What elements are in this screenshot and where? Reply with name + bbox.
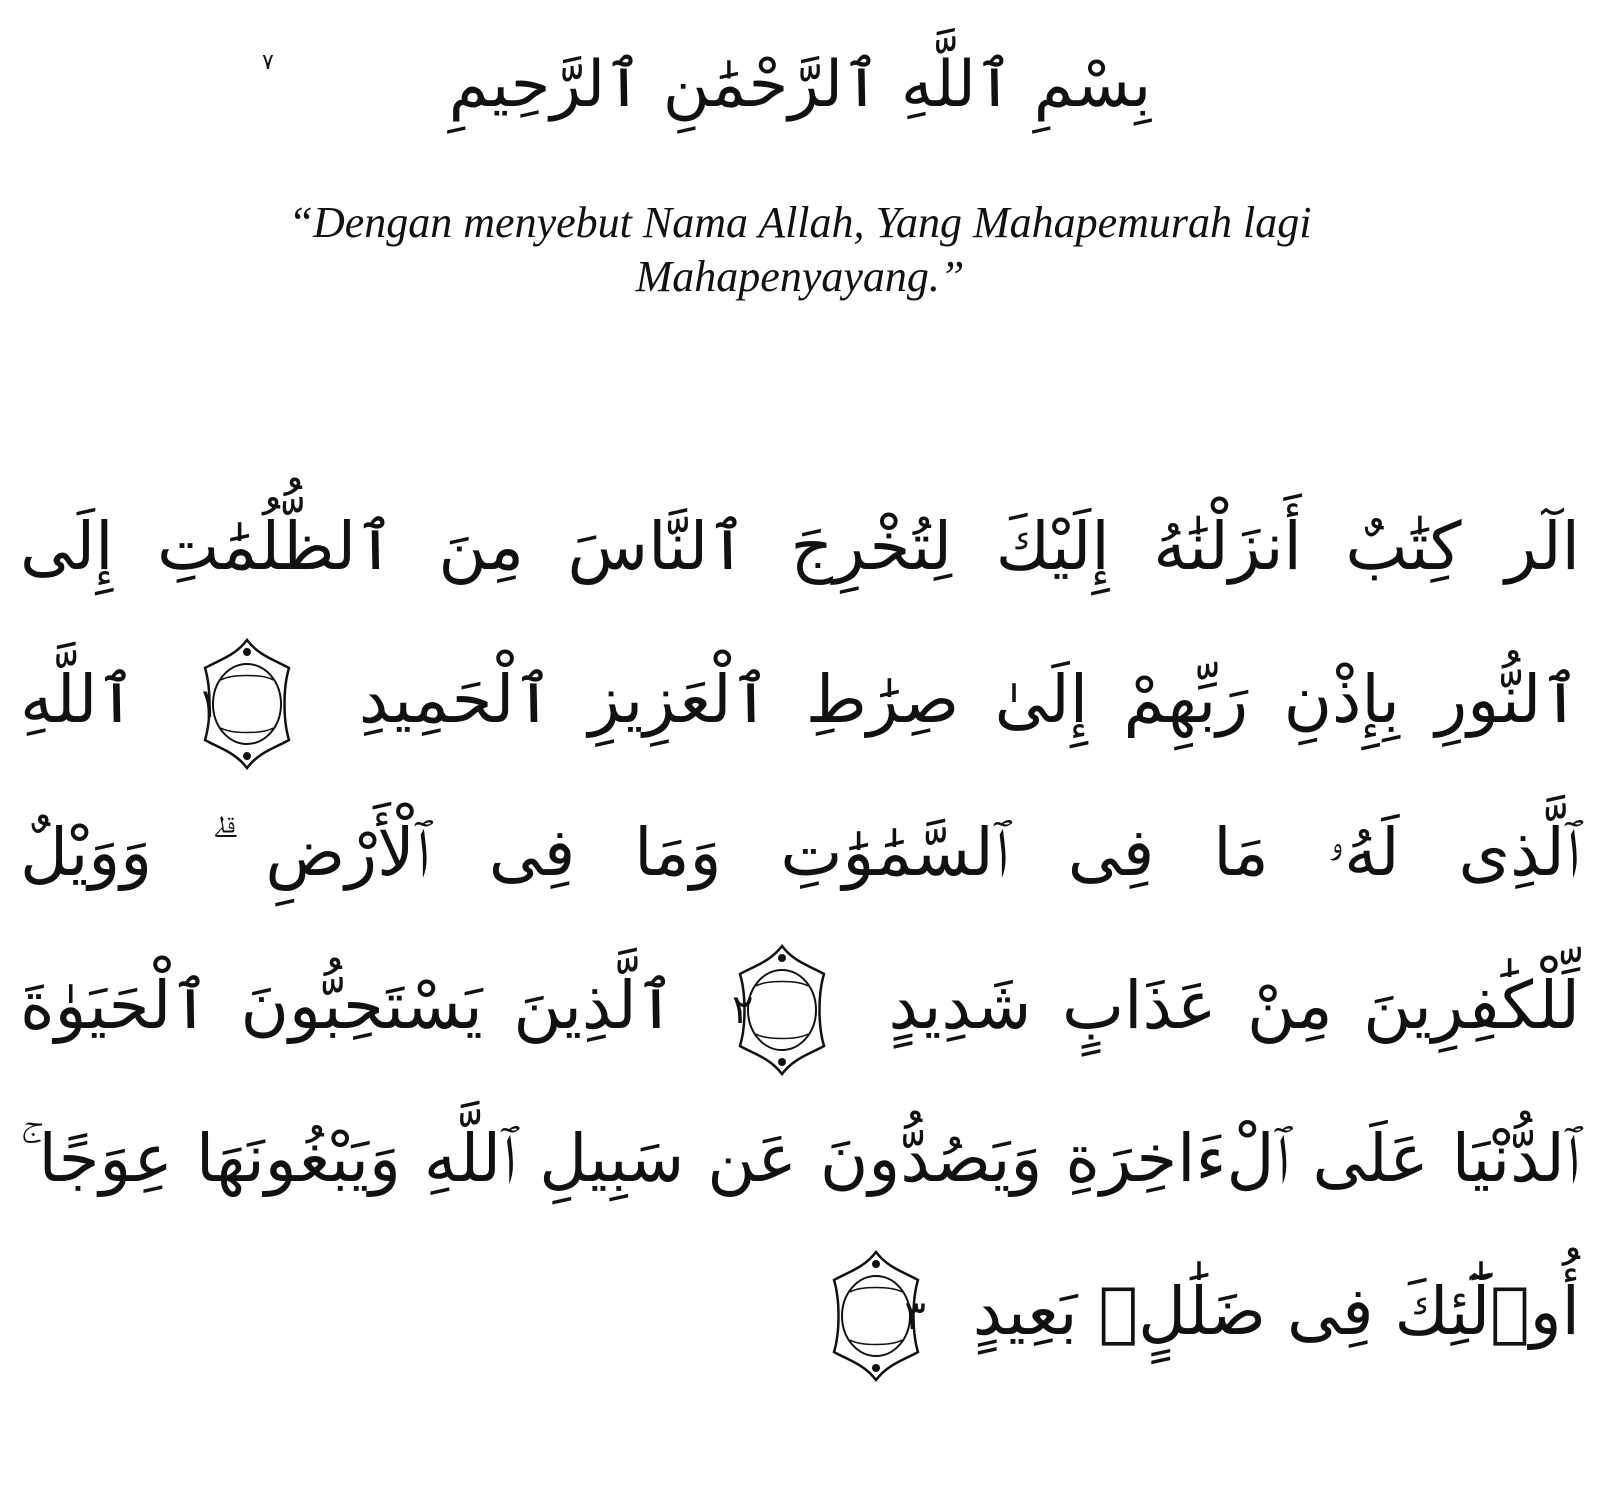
- ayah-marker-3: [826, 1246, 926, 1386]
- ayah-marker-1: [197, 634, 297, 774]
- verse-line-5: [20, 1082, 1580, 1235]
- verse-text: ٱلدُّنْيَا عَلَى ٱلْءَاخِرَةِ وَيَصُدُّونَ عَن سَبِيلِ ٱللَّهِ وَيَبْغُونَهَا عِوَجًا ۚ: [20, 1120, 1580, 1197]
- ayah-number: ٢: [731, 986, 754, 1033]
- verse-text: ٱلَّذِى لَهُۥ مَا فِى ٱلسَّمَٰوَٰتِ وَمَا فِى ٱلْأَرْضِ ۗ وَوَيْلٌ: [20, 814, 1580, 891]
- translation-line-1: “Dengan menyebut Nama Allah, Yang Mahapemurah lagi: [288, 198, 1312, 247]
- verse-text: الٓر كِتَٰبٌ أَنزَلْنَٰهُ إِلَيْكَ لِتُخْرِجَ ٱلنَّاسَ مِنَ ٱلظُّلُمَٰتِ إِلَى: [20, 508, 1580, 585]
- bismillah-mark: ٧: [262, 50, 274, 75]
- bismillah-translation: [100, 196, 1500, 304]
- ayah-number: ١: [197, 680, 219, 727]
- verse-text: أُو۟لَٰٓئِكَ فِى ضَلَٰلٍۭ بَعِيدٍ: [972, 1273, 1580, 1350]
- verse-text: ٱللَّهِ: [20, 661, 137, 738]
- bismillah-heading: بِسْمِ ٱللَّهِ ٱلرَّحْمَٰنِ ٱلرَّحِيمِ: [448, 48, 1152, 122]
- translation-line-2: Mahapenyayang.”: [635, 252, 965, 301]
- verse-text: ٱلَّذِينَ يَسْتَحِبُّونَ ٱلْحَيَوٰةَ: [20, 967, 676, 1044]
- verse-text: ٱلنُّورِ بِإِذْنِ رَبِّهِمْ إِلَىٰ صِرَٰطِ ٱلْعَزِيزِ ٱلْحَمِيدِ: [358, 661, 1581, 738]
- verse-line-6: [20, 1235, 1580, 1388]
- verse-line-4: [20, 929, 1580, 1082]
- ayah-number: ٣: [904, 1292, 926, 1339]
- verse-text: لِّلْكَٰفِرِينَ مِنْ عَذَابٍ شَدِيدٍ: [888, 967, 1581, 1044]
- ayah-marker-2: [732, 940, 832, 1080]
- verse-line-1: [20, 470, 1580, 623]
- verse-line-3: [20, 776, 1580, 929]
- verse-line-2: [20, 623, 1580, 776]
- verse-block: [20, 470, 1580, 1388]
